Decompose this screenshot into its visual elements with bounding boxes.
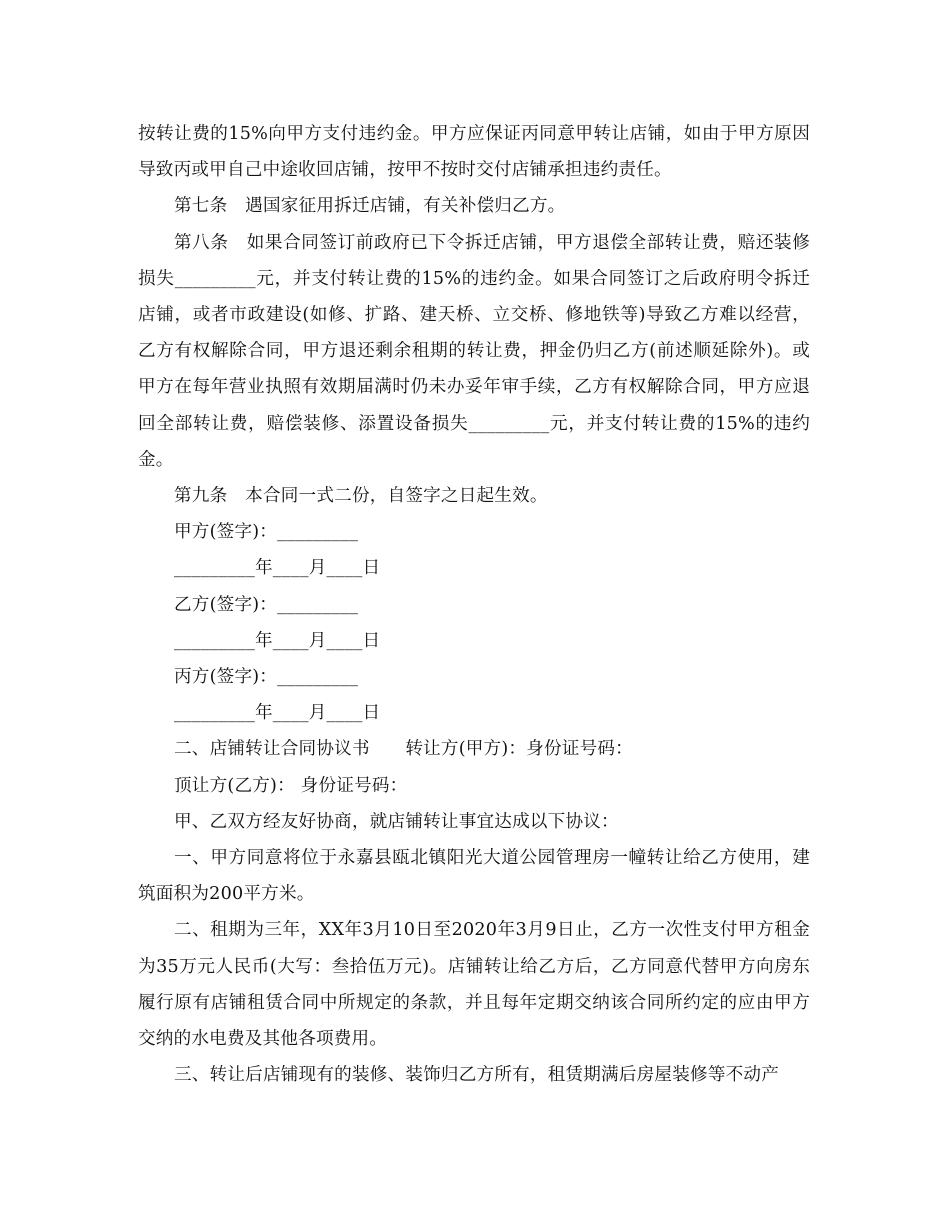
article-7: 第七条 遇国家征用拆迁店铺，有关补偿归乙方。 (174, 196, 566, 217)
document-body (138, 116, 810, 1093)
paragraph-penalty-continuation: 按转让费的15%向甲方支付违约金。甲方应保证丙同意甲转让店铺，如由于甲方原因导致丙或甲自己中途收回店铺，按甲不按时交付店铺承担违约责任。 (138, 124, 810, 181)
section-2-clause-1: 一、甲方同意将位于永嘉县瓯北镇阳光大道公园管理房一幢转让给乙方使用，建筑面积为200平方米。 (138, 848, 810, 905)
article-9: 第九条 本合同一式二份，自签字之日起生效。 (174, 486, 548, 507)
party-a-signature-line: 甲方(签字)：_________ (174, 522, 359, 543)
party-c-signature-line: 丙方(签字)：_________ (174, 667, 359, 688)
section-2-party-b: 顶让方(乙方)： 身份证号码： (174, 775, 408, 796)
party-b-signature-line: 乙方(签字)：_________ (174, 594, 359, 615)
section-2-intro: 甲、乙双方经友好协商，就店铺转让事宜达成以下协议： (174, 811, 619, 832)
section-2-heading: 二、店铺转让合同协议书 转让方(甲方)：身份证号码： (174, 739, 633, 760)
party-b-date-line: _________年____月____日 (174, 630, 381, 651)
section-2-clause-2: 二、租期为三年，XX年3月10日至2020年3月9日止，乙方一次性支付甲方租金为35万元人民币(大写：叁拾伍万元)。店铺转让给乙方后，乙方同意代替甲方向房东履行原有店铺租赁合同中所规定的条款，并且每年定期交纳该合同所约定的应由甲方交纳的水电费及其他各项费用。 (138, 920, 810, 1050)
party-c-date-line: _________年____月____日 (174, 703, 381, 724)
section-2-clause-3: 三、转让后店铺现有的装修、装饰归乙方所有，租赁期满后房屋装修等不动产 (174, 1065, 779, 1086)
article-8: 第八条 如果合同签订前政府已下令拆迁店铺，甲方退偿全部转让费，赔还装修损失_________元，并支付转让费的15%的违约金。如果合同签订之后政府明令拆迁店铺，或者市政建设(如修、扩路、建天桥、立交桥、修地铁等)导致乙方难以经营，乙方有权解除合同，甲方退还剩余租期的转让费，押金仍归乙方(前述顺延除外)。或甲方在每年营业执照有效期届满时仍未办妥年审手续，乙方有权解除合同，甲方应退回全部转让费，赔偿装修、添置设备损失_________元，并支付转让费的15%的违约金。 (138, 232, 810, 470)
party-a-date-line: _________年____月____日 (174, 558, 381, 579)
